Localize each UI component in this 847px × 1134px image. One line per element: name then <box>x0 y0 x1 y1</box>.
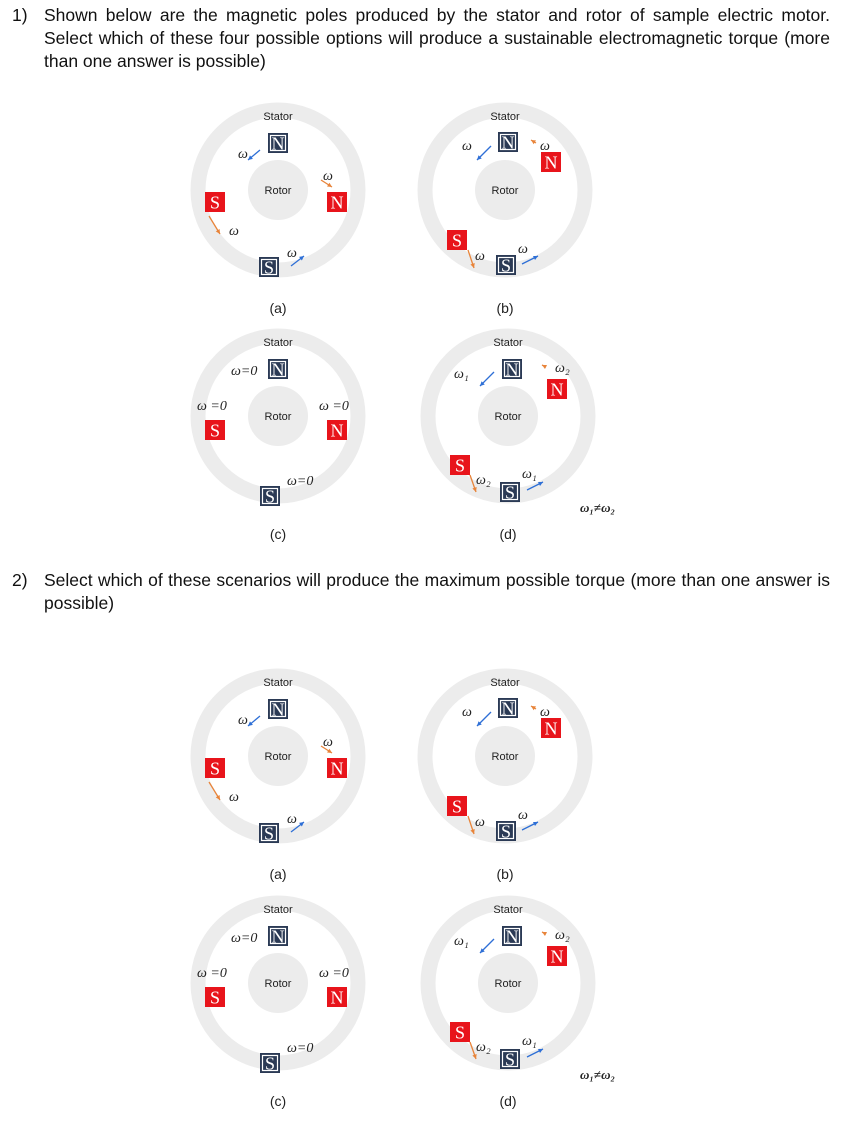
question-2 <box>12 569 830 615</box>
svg-text:S: S <box>451 230 463 251</box>
omega-label: ω <box>229 224 239 239</box>
svg-text:S: S <box>500 255 512 276</box>
south-pole <box>205 420 225 441</box>
south-pole <box>447 230 467 251</box>
svg-text:N: N <box>544 152 558 173</box>
omega-label: ω₂ <box>476 1040 491 1055</box>
svg-text:N: N <box>330 987 344 1008</box>
stator-label: Stator <box>263 337 293 349</box>
motor-diagram-1a <box>178 100 378 325</box>
stator-label: Stator <box>263 677 293 689</box>
svg-text:N: N <box>501 132 515 153</box>
question-1 <box>12 4 830 73</box>
svg-text:S: S <box>264 1053 276 1074</box>
north-pole <box>547 946 567 967</box>
north-pole <box>502 926 522 947</box>
south-pole <box>496 255 516 276</box>
north-pole <box>327 192 347 213</box>
omega-zero-label: ω=0 <box>287 1041 314 1056</box>
omega-label: ω <box>475 815 485 830</box>
svg-text:N: N <box>550 379 564 400</box>
south-pole <box>447 796 467 817</box>
omega-zero-label: ω =0 <box>319 399 349 414</box>
caption: (b) <box>496 866 514 882</box>
omega-label: ω <box>475 249 485 264</box>
north-pole <box>547 379 567 400</box>
caption: (d) <box>499 526 517 542</box>
omega-zero-label: ω=0 <box>287 474 314 489</box>
rotor-label: Rotor <box>491 185 519 197</box>
omega-label: ω <box>238 713 248 728</box>
north-pole <box>498 698 518 719</box>
svg-text:S: S <box>451 796 463 817</box>
north-pole <box>498 132 518 153</box>
north-pole <box>541 718 561 739</box>
omega-label: ω <box>462 139 472 154</box>
omega-zero-label: ω=0 <box>231 931 258 946</box>
svg-text:S: S <box>454 1022 466 1043</box>
rotor-label: Rotor <box>264 411 292 423</box>
svg-text:S: S <box>504 482 516 503</box>
question-number: 2) <box>12 570 28 590</box>
rotor-label: Rotor <box>491 751 519 763</box>
question-text: Shown below are the magnetic poles produced by the stator and rotor of sample electric motor. Select which of these four possible options will produce a sustainable electromagnetic torque (more than one answer is possible) <box>44 5 830 71</box>
south-pole <box>450 1022 470 1043</box>
north-pole <box>541 152 561 173</box>
omega-label: ω <box>518 808 528 823</box>
svg-text:S: S <box>209 987 221 1008</box>
omega-inequality-label: ω₁≠ω₂ <box>580 500 616 515</box>
svg-text:S: S <box>263 257 275 278</box>
caption: (c) <box>269 1093 287 1109</box>
svg-text:S: S <box>263 823 275 844</box>
south-pole <box>496 821 516 842</box>
question-number: 1) <box>12 5 28 25</box>
south-pole <box>259 257 279 278</box>
south-pole <box>259 823 279 844</box>
south-pole <box>500 1049 520 1070</box>
svg-text:N: N <box>330 192 344 213</box>
omega-zero-label: ω =0 <box>197 399 227 414</box>
svg-text:S: S <box>209 758 221 779</box>
omega-label: ω <box>540 139 550 154</box>
svg-text:N: N <box>330 420 344 441</box>
north-pole <box>268 133 288 154</box>
motor-diagram-1c <box>178 326 378 551</box>
omega-label: ω₁ <box>522 467 537 482</box>
rotor-label: Rotor <box>264 978 292 990</box>
motor-diagram-2d <box>410 893 660 1118</box>
svg-text:N: N <box>271 926 285 947</box>
caption: (a) <box>269 300 287 316</box>
omega-label: ω <box>238 147 248 162</box>
north-pole <box>268 359 288 380</box>
stator-label: Stator <box>493 904 523 916</box>
omega-label: ω <box>287 812 297 827</box>
svg-text:N: N <box>330 758 344 779</box>
caption: (a) <box>269 866 287 882</box>
stator-label: Stator <box>493 337 523 349</box>
svg-text:S: S <box>264 486 276 507</box>
svg-text:N: N <box>550 946 564 967</box>
rotation-arrow-head <box>542 932 547 936</box>
omega-zero-label: ω =0 <box>319 966 349 981</box>
svg-text:S: S <box>504 1049 516 1070</box>
motor-diagram-1b <box>410 100 610 325</box>
omega-zero-label: ω =0 <box>197 966 227 981</box>
omega-label: ω₂ <box>555 361 570 376</box>
south-pole <box>205 758 225 779</box>
svg-text:N: N <box>271 359 285 380</box>
svg-text:S: S <box>209 192 221 213</box>
rotor-label: Rotor <box>494 978 522 990</box>
caption: (b) <box>496 300 514 316</box>
omega-label: ω₂ <box>476 473 491 488</box>
rotation-arrow-head <box>542 365 547 369</box>
rotor-label: Rotor <box>494 411 522 423</box>
motor-diagram-1d <box>410 326 660 551</box>
south-pole <box>205 987 225 1008</box>
omega-label: ω <box>540 705 550 720</box>
caption: (d) <box>499 1093 517 1109</box>
omega-label: ω₁ <box>454 934 469 949</box>
omega-label: ω <box>323 169 333 184</box>
svg-text:N: N <box>505 359 519 380</box>
omega-label: ω₂ <box>555 928 570 943</box>
north-pole <box>268 699 288 720</box>
svg-text:S: S <box>500 821 512 842</box>
question-text: Select which of these scenarios will produce the maximum possible torque (more than one answer is possible) <box>44 570 830 613</box>
omega-label: ω₁ <box>454 367 469 382</box>
omega-label: ω <box>462 705 472 720</box>
svg-text:S: S <box>454 455 466 476</box>
omega-label: ω₁ <box>522 1034 537 1049</box>
motor-diagram-2b <box>410 666 610 891</box>
omega-inequality-label: ω₁≠ω₂ <box>580 1067 616 1082</box>
south-pole <box>260 1053 280 1074</box>
omega-label: ω <box>229 790 239 805</box>
stator-label: Stator <box>490 677 520 689</box>
motor-diagram-2a <box>178 666 378 891</box>
omega-label: ω <box>518 242 528 257</box>
svg-text:N: N <box>271 133 285 154</box>
south-pole <box>205 192 225 213</box>
stator-label: Stator <box>263 111 293 123</box>
north-pole <box>502 359 522 380</box>
rotor-label: Rotor <box>264 185 292 197</box>
omega-label: ω <box>323 735 333 750</box>
north-pole <box>268 926 288 947</box>
svg-text:N: N <box>544 718 558 739</box>
omega-label: ω <box>287 246 297 261</box>
north-pole <box>327 420 347 441</box>
rotor-label: Rotor <box>264 751 292 763</box>
motor-diagram-2c <box>178 893 378 1118</box>
stator-label: Stator <box>490 111 520 123</box>
south-pole <box>500 482 520 503</box>
svg-text:N: N <box>271 699 285 720</box>
svg-text:N: N <box>505 926 519 947</box>
south-pole <box>450 455 470 476</box>
north-pole <box>327 758 347 779</box>
svg-text:N: N <box>501 698 515 719</box>
south-pole <box>260 486 280 507</box>
north-pole <box>327 987 347 1008</box>
svg-text:S: S <box>209 420 221 441</box>
stator-label: Stator <box>263 904 293 916</box>
omega-zero-label: ω=0 <box>231 364 258 379</box>
caption: (c) <box>269 526 287 542</box>
